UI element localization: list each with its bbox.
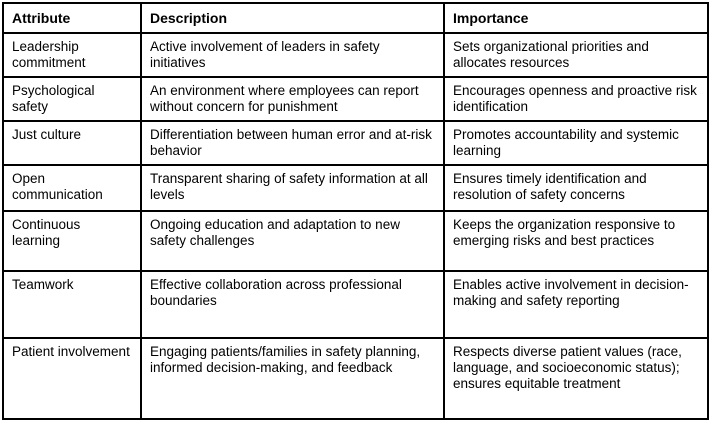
description-cell: Engaging patients/families in safety planning, informed decision-making, and feedback	[141, 338, 444, 419]
table-header-row	[3, 3, 708, 33]
attribute-cell: Leadership commitment	[3, 33, 141, 77]
table-row	[3, 338, 708, 419]
attribute-cell: Teamwork	[3, 271, 141, 338]
description-cell: Transparent sharing of safety information at all levels	[141, 165, 444, 211]
description-cell: Differentiation between human error and at-risk behavior	[141, 121, 444, 165]
description-cell: An environment where employees can report without concern for punishment	[141, 77, 444, 121]
column-header-importance: Importance	[444, 3, 708, 33]
importance-cell: Ensures timely identification and resolution of safety concerns	[444, 165, 708, 211]
importance-cell: Enables active involvement in decision-making and safety reporting	[444, 271, 708, 338]
importance-cell: Sets organizational priorities and allocates resources	[444, 33, 708, 77]
table-row	[3, 33, 708, 77]
safety-culture-attributes-table	[2, 2, 709, 420]
description-cell: Effective collaboration across professional boundaries	[141, 271, 444, 338]
attribute-cell: Just culture	[3, 121, 141, 165]
attribute-cell: Continuous learning	[3, 211, 141, 271]
column-header-attribute: Attribute	[3, 3, 141, 33]
importance-cell: Keeps the organization responsive to emerging risks and best practices	[444, 211, 708, 271]
table-row	[3, 77, 708, 121]
description-cell: Ongoing education and adaptation to new safety challenges	[141, 211, 444, 271]
table-row	[3, 165, 708, 211]
attribute-cell: Patient involvement	[3, 338, 141, 419]
importance-cell: Promotes accountability and systemic learning	[444, 121, 708, 165]
attribute-cell: Open communication	[3, 165, 141, 211]
importance-cell: Encourages openness and proactive risk identification	[444, 77, 708, 121]
importance-cell: Respects diverse patient values (race, language, and socioeconomic status); ensures equitable treatment	[444, 338, 708, 419]
table-row	[3, 121, 708, 165]
table-row	[3, 271, 708, 338]
table-row	[3, 211, 708, 271]
attribute-cell: Psychological safety	[3, 77, 141, 121]
description-cell: Active involvement of leaders in safety initiatives	[141, 33, 444, 77]
column-header-description: Description	[141, 3, 444, 33]
